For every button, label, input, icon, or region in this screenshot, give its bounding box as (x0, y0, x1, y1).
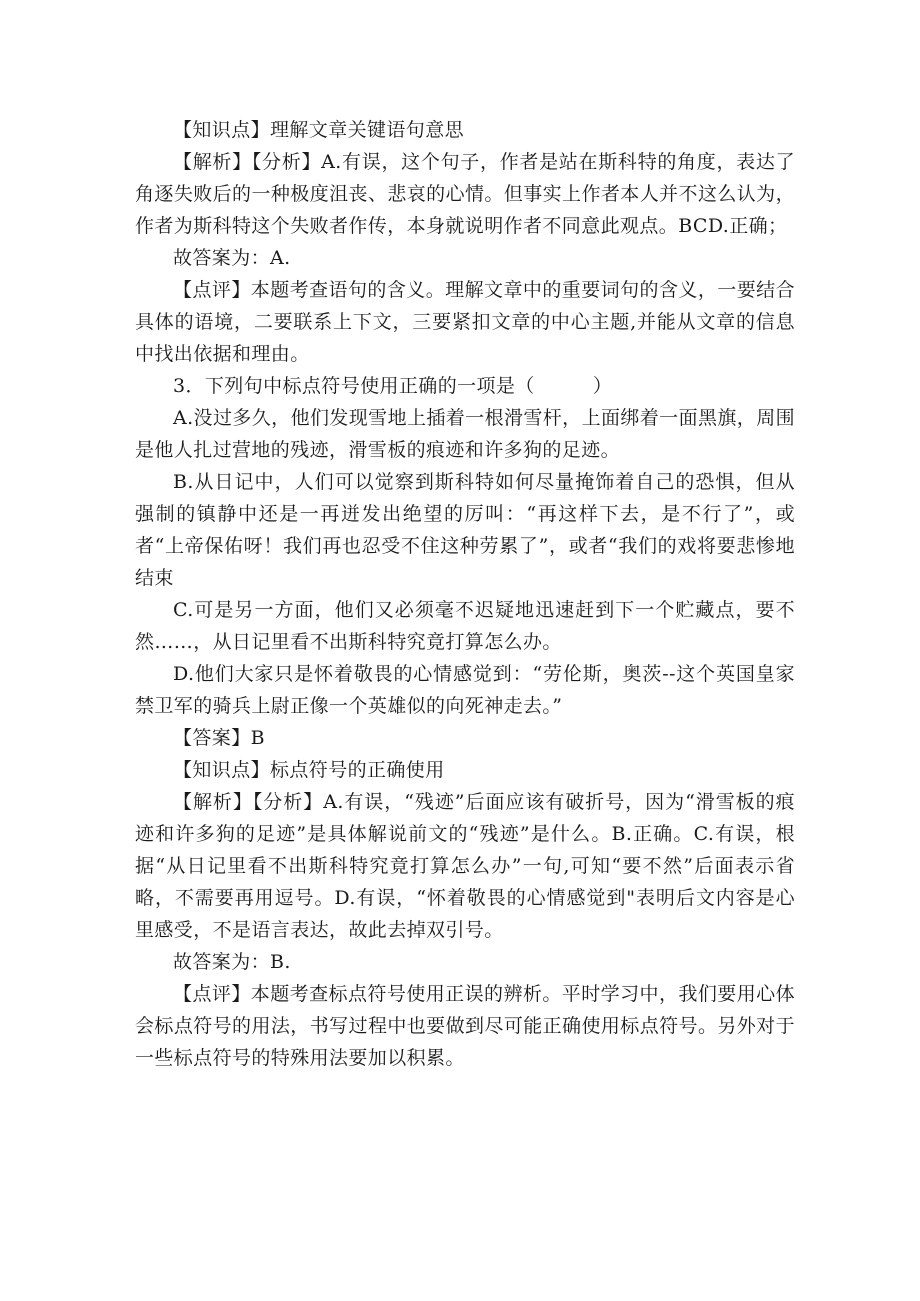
answer-paragraph: 【答案】B (173, 727, 265, 749)
knowledge-point-paragraph: 【知识点】理解文章关键语句意思 (173, 119, 465, 141)
comment-paragraph: 【点评】本题考查语句的含义。理解文章中的重要词句的含义，一要结合具体的语境，二要联系上下文，三要紧扣文章的中心主题,并能从文章的信息中找出依据和理由。 (135, 279, 795, 365)
option-a-paragraph: A.没过多久，他们发现雪地上插着一根滑雪杆，上面绑着一面黑旗，周围是他人扎过营地的残迹，滑雪板的痕迹和许多狗的足迹。 (135, 407, 795, 461)
option-c-paragraph: C.可是另一方面，他们又必须毫不迟疑地迅速赶到下一个贮藏点，要不然……，从日记里看不出斯科特究竟打算怎么办。 (135, 599, 795, 653)
analysis-paragraph: 【解析】【分析】A.有误，这个句子，作者是站在斯科特的角度，表达了角逐失败后的一种极度沮丧、悲哀的心情。但事实上作者本人并不这么认为，作者为斯科特这个失败者作传，本身就说明作者不同意此观点。BCD.正确； (135, 151, 795, 237)
document-body (135, 114, 795, 1074)
answer-summary-paragraph: 故答案为：A. (173, 247, 291, 269)
answer-summary-paragraph-2: 故答案为：B. (173, 951, 291, 973)
option-d-paragraph: D.他们大家只是怀着敬畏的心情感觉到：“劳伦斯，奥茨--这个英国皇家禁卫军的骑兵上尉正像一个英雄似的向死神走去。” (135, 663, 795, 717)
analysis-paragraph-2: 【解析】【分析】A.有误，“残迹”后面应该有破折号，因为“滑雪板的痕迹和许多狗的足迹”是具体解说前文的“残迹”是什么。B.正确。C.有误，根据“从日记里看不出斯科特究竟打算怎么办”一句,可知“要不然”后面表示省略，不需要再用逗号。D.有误，“怀着敬畏的心情感觉到"表明后文内容是心里感受，不是语言表达，故此去掉双引号。 (135, 791, 795, 941)
knowledge-point-paragraph-2: 【知识点】标点符号的正确使用 (173, 759, 445, 781)
comment-paragraph-2: 【点评】本题考查标点符号使用正误的辨析。平时学习中，我们要用心体会标点符号的用法，书写过程中也要做到尽可能正确使用标点符号。另外对于一些标点符号的特殊用法要加以积累。 (135, 983, 795, 1069)
option-b-paragraph: B.从日记中，人们可以觉察到斯科特如何尽量掩饰着自己的恐惧，但从强制的镇静中还是一再迸发出绝望的厉叫：“再这样下去，是不行了”，或者“上帝保佑呀！我们再也忍受不住这种劳累了”，或者“我们的戏将要悲惨地结束 (135, 471, 795, 589)
question-paragraph: 3．下列句中标点符号使用正确的一项是（ ） (173, 375, 613, 397)
